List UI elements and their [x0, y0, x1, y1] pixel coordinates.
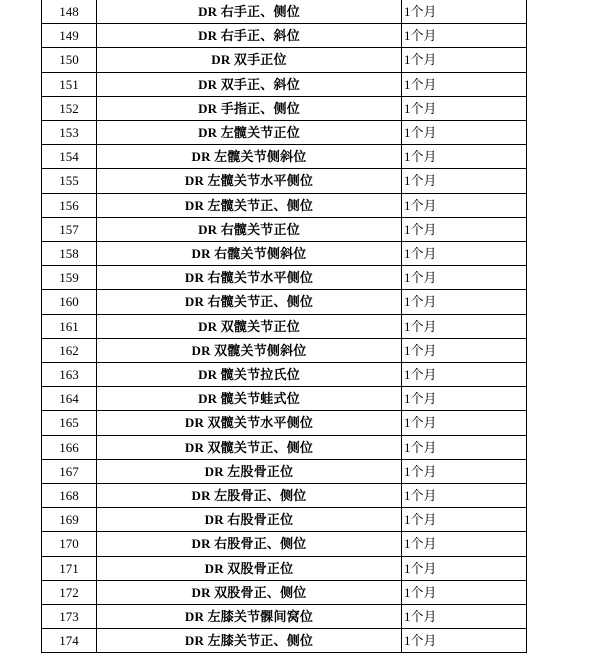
row-item-name: DR 左股骨正位 [97, 459, 402, 483]
row-number: 155 [42, 169, 97, 193]
table-row [42, 338, 527, 362]
row-number: 165 [42, 411, 97, 435]
row-number: 172 [42, 580, 97, 604]
row-validity-term: 1个月 [402, 580, 527, 604]
row-number: 160 [42, 290, 97, 314]
table-row [42, 266, 527, 290]
row-validity-term: 1个月 [402, 242, 527, 266]
row-item-name: DR 左髋关节水平侧位 [97, 169, 402, 193]
row-item-name: DR 右髋关节侧斜位 [97, 242, 402, 266]
table-body [42, 0, 527, 653]
table-row [42, 48, 527, 72]
table-row [42, 24, 527, 48]
row-item-name: DR 双髋关节侧斜位 [97, 338, 402, 362]
row-number: 171 [42, 556, 97, 580]
row-validity-term: 1个月 [402, 96, 527, 120]
table-row [42, 605, 527, 629]
table-row [42, 72, 527, 96]
table-row [42, 290, 527, 314]
row-validity-term: 1个月 [402, 24, 527, 48]
row-number: 169 [42, 508, 97, 532]
table-row [42, 580, 527, 604]
row-number: 173 [42, 605, 97, 629]
row-item-name: DR 双髋关节正、侧位 [97, 435, 402, 459]
row-item-name: DR 髋关节拉氏位 [97, 363, 402, 387]
table-row [42, 484, 527, 508]
row-validity-term: 1个月 [402, 0, 527, 24]
row-item-name: DR 双股骨正位 [97, 556, 402, 580]
row-number: 149 [42, 24, 97, 48]
table-row [42, 363, 527, 387]
row-item-name: DR 右股骨正位 [97, 508, 402, 532]
row-validity-term: 1个月 [402, 193, 527, 217]
row-number: 167 [42, 459, 97, 483]
table-row [42, 411, 527, 435]
row-validity-term: 1个月 [402, 314, 527, 338]
row-item-name: DR 髋关节蛙式位 [97, 387, 402, 411]
row-validity-term: 1个月 [402, 266, 527, 290]
table-row [42, 556, 527, 580]
table-row [42, 242, 527, 266]
examination-items-table [41, 0, 527, 653]
row-item-name: DR 左髋关节侧斜位 [97, 145, 402, 169]
row-validity-term: 1个月 [402, 411, 527, 435]
row-validity-term: 1个月 [402, 556, 527, 580]
table-row [42, 508, 527, 532]
row-item-name: DR 双髋关节正位 [97, 314, 402, 338]
row-validity-term: 1个月 [402, 48, 527, 72]
row-validity-term: 1个月 [402, 484, 527, 508]
table-row [42, 121, 527, 145]
row-item-name: DR 手指正、侧位 [97, 96, 402, 120]
row-validity-term: 1个月 [402, 387, 527, 411]
table-row [42, 0, 527, 24]
row-validity-term: 1个月 [402, 629, 527, 653]
row-item-name: DR 左股骨正、侧位 [97, 484, 402, 508]
row-number: 151 [42, 72, 97, 96]
row-number: 166 [42, 435, 97, 459]
table-row [42, 459, 527, 483]
row-number: 158 [42, 242, 97, 266]
table-row [42, 145, 527, 169]
row-validity-term: 1个月 [402, 121, 527, 145]
row-number: 154 [42, 145, 97, 169]
row-number: 162 [42, 338, 97, 362]
row-validity-term: 1个月 [402, 363, 527, 387]
table-row [42, 435, 527, 459]
row-validity-term: 1个月 [402, 459, 527, 483]
row-number: 152 [42, 96, 97, 120]
row-number: 153 [42, 121, 97, 145]
table-row [42, 217, 527, 241]
row-validity-term: 1个月 [402, 435, 527, 459]
row-item-name: DR 右手正、侧位 [97, 0, 402, 24]
row-validity-term: 1个月 [402, 532, 527, 556]
row-item-name: DR 右髋关节正位 [97, 217, 402, 241]
row-number: 157 [42, 217, 97, 241]
row-number: 159 [42, 266, 97, 290]
row-number: 150 [42, 48, 97, 72]
row-number: 161 [42, 314, 97, 338]
row-item-name: DR 右髋关节水平侧位 [97, 266, 402, 290]
row-item-name: DR 左膝关节髁间窝位 [97, 605, 402, 629]
row-item-name: DR 双髋关节水平侧位 [97, 411, 402, 435]
table-row [42, 387, 527, 411]
row-number: 163 [42, 363, 97, 387]
row-number: 168 [42, 484, 97, 508]
row-item-name: DR 左膝关节正、侧位 [97, 629, 402, 653]
row-item-name: DR 右手正、斜位 [97, 24, 402, 48]
row-validity-term: 1个月 [402, 169, 527, 193]
row-validity-term: 1个月 [402, 605, 527, 629]
row-validity-term: 1个月 [402, 338, 527, 362]
row-item-name: DR 双手正位 [97, 48, 402, 72]
row-item-name: DR 双股骨正、侧位 [97, 580, 402, 604]
row-number: 164 [42, 387, 97, 411]
table-row [42, 629, 527, 653]
table-row [42, 169, 527, 193]
row-item-name: DR 左髋关节正位 [97, 121, 402, 145]
row-validity-term: 1个月 [402, 72, 527, 96]
row-item-name: DR 右髋关节正、侧位 [97, 290, 402, 314]
row-number: 174 [42, 629, 97, 653]
row-item-name: DR 双手正、斜位 [97, 72, 402, 96]
row-number: 148 [42, 0, 97, 24]
row-validity-term: 1个月 [402, 217, 527, 241]
table-row [42, 532, 527, 556]
table-row [42, 193, 527, 217]
row-validity-term: 1个月 [402, 290, 527, 314]
row-number: 170 [42, 532, 97, 556]
table-row [42, 314, 527, 338]
row-number: 156 [42, 193, 97, 217]
row-validity-term: 1个月 [402, 145, 527, 169]
row-item-name: DR 右股骨正、侧位 [97, 532, 402, 556]
table-row [42, 96, 527, 120]
row-item-name: DR 左髋关节正、侧位 [97, 193, 402, 217]
row-validity-term: 1个月 [402, 508, 527, 532]
